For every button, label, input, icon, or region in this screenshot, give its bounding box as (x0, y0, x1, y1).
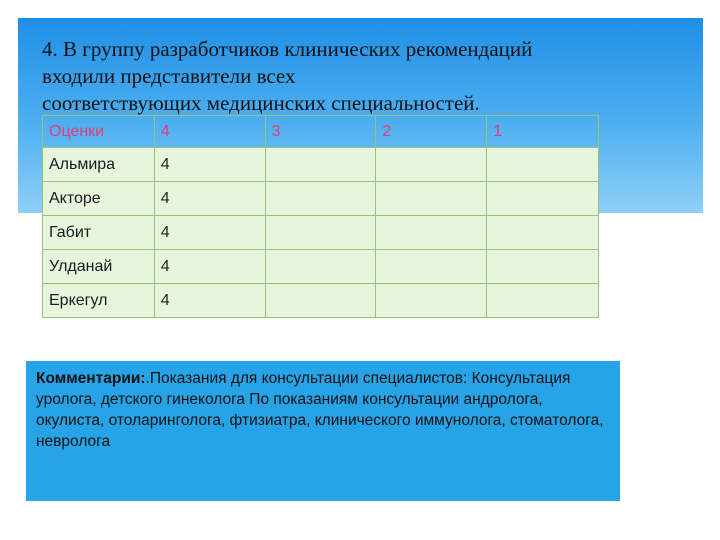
grades-table (42, 115, 599, 318)
comment-text: .Показания для консультации специалистов: Консультация уролога, детского гинеколога По показаниям консультации андролога, окулиста, отоларинголога, фтизиатра, клинического иммунолога, стоматолога, невролога (36, 370, 604, 450)
student-name: Альмира (43, 148, 155, 182)
grade-cell: 4 (154, 284, 265, 318)
grade-cell (376, 182, 487, 216)
grade-cell: 4 (154, 216, 265, 250)
heading-line: соответствующих медицинских специальностей. (42, 91, 480, 115)
table-row (43, 148, 599, 182)
grade-cell (487, 250, 599, 284)
comment-box (26, 361, 620, 501)
header-cell-3: 3 (265, 116, 376, 148)
grade-cell (376, 216, 487, 250)
grade-cell (487, 216, 599, 250)
header-cell-1: 1 (487, 116, 599, 148)
student-name: Еркегул (43, 284, 155, 318)
table-header-row (43, 116, 599, 148)
heading-line: входили представители всех (42, 64, 296, 88)
student-name: Акторе (43, 182, 155, 216)
grade-cell (376, 250, 487, 284)
grade-cell (265, 284, 376, 318)
grade-cell (376, 284, 487, 318)
grade-cell (265, 250, 376, 284)
header-cell-4: 4 (154, 116, 265, 148)
grade-cell: 4 (154, 148, 265, 182)
grade-cell: 4 (154, 182, 265, 216)
grade-cell (487, 182, 599, 216)
header-cell-2: 2 (376, 116, 487, 148)
table-row (43, 182, 599, 216)
grade-cell (265, 216, 376, 250)
header-cell-grades: Оценки (43, 116, 155, 148)
table-row (43, 284, 599, 318)
heading-line: 4. В группу разработчиков клинических рекомендаций (42, 37, 533, 61)
table-row (43, 250, 599, 284)
grade-cell (376, 148, 487, 182)
slide-heading (42, 36, 682, 117)
student-name: Улданай (43, 250, 155, 284)
comment-label: Комментарии: (36, 370, 146, 387)
table-row (43, 216, 599, 250)
grade-cell (265, 148, 376, 182)
grade-cell (265, 182, 376, 216)
grade-cell (487, 148, 599, 182)
grade-cell (487, 284, 599, 318)
student-name: Габит (43, 216, 155, 250)
grade-cell: 4 (154, 250, 265, 284)
